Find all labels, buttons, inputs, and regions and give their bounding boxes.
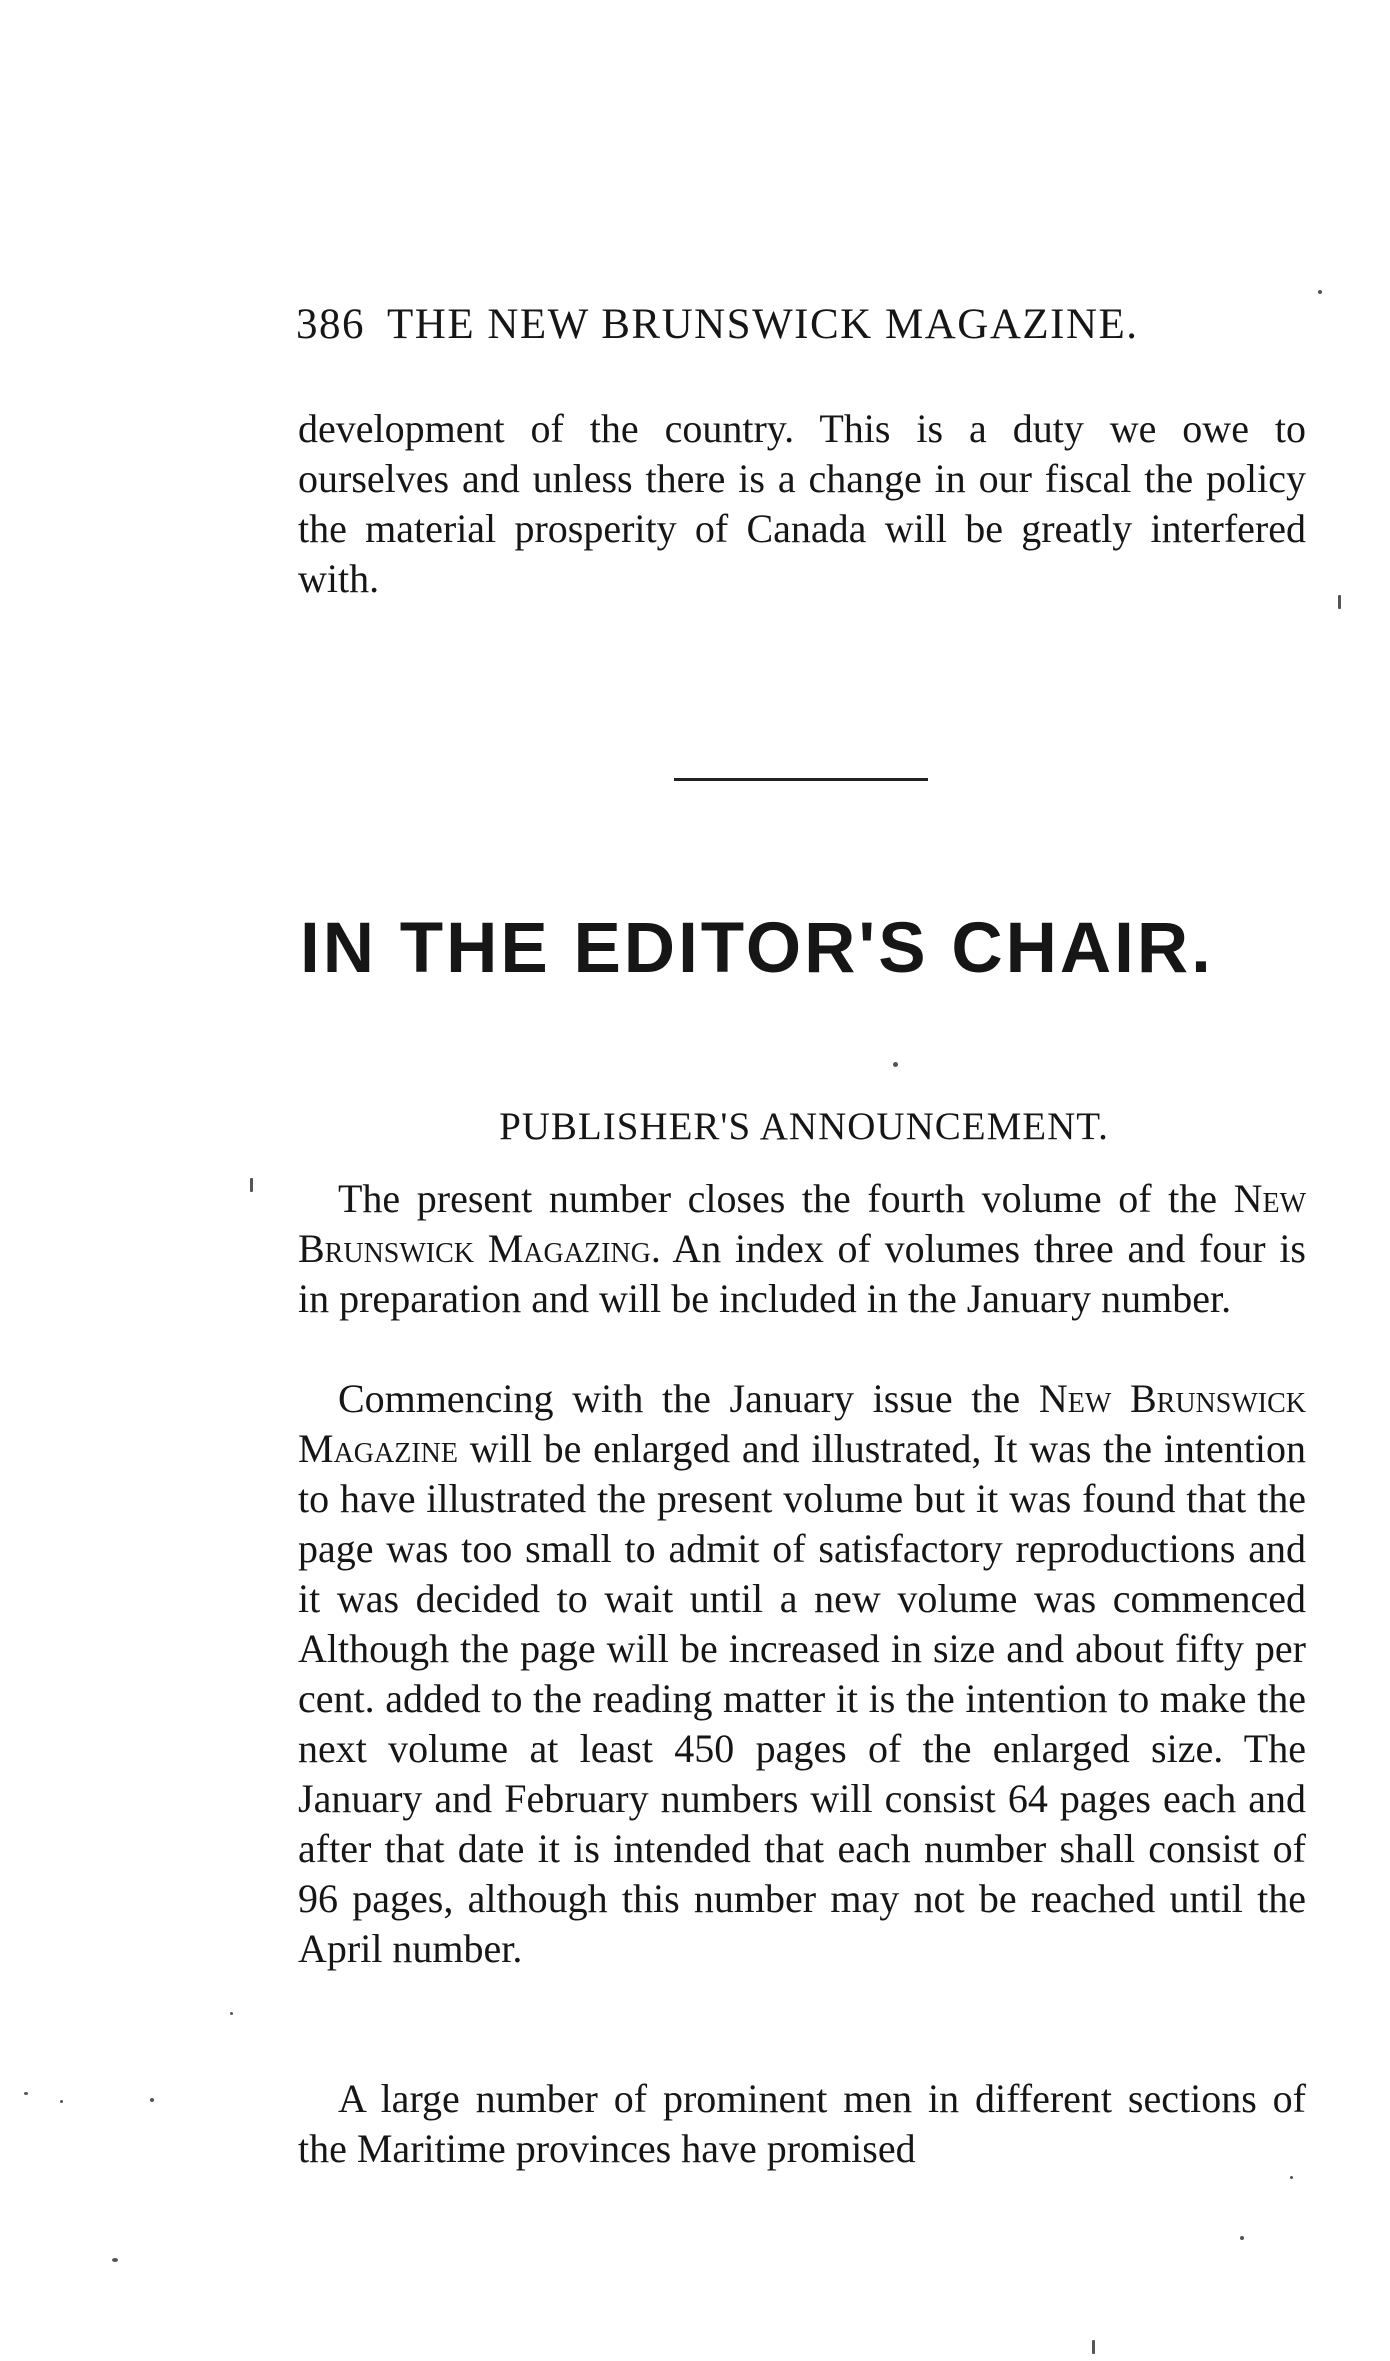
scan-speck: [1338, 595, 1341, 609]
scan-speck: [1240, 2236, 1244, 2240]
scan-speck: [1092, 2340, 1095, 2354]
magazine-name-small-caps: New Brunswick Magazine: [298, 1376, 1306, 1471]
announcement-paragraph-1: [298, 1174, 1306, 1324]
paragraph-2-rest: will be enlarged and illustrated, It was the intention to have illustrated the present volume but it was found that the page was too small to admit of satisfactory reproductions and it was decided to wait until a new volume was commenced Although the page will be increased in size and about fifty per cent. added to the reading matter it is the intention to make the next volume at least 450 pages of the enlarged size. The January and February numbers will consist 64 pages each and after that date it is intended that each number shall consist of 96 pages, although this number may not be reached until the April number.: [298, 1426, 1306, 1971]
scan-speck: [24, 2092, 28, 2095]
scan-speck: [60, 2100, 63, 2103]
scan-speck: [230, 2012, 233, 2015]
scan-speck: [1318, 290, 1322, 294]
magazine-title: THE NEW BRUNSWICK MAGAZINE.: [387, 301, 1139, 348]
paragraph-1-rest: An index of volumes three and four is in preparation and will be included in the January number.: [298, 1226, 1306, 1321]
publishers-announcement-heading: PUBLISHER'S ANNOUNCEMENT.: [499, 1105, 1109, 1148]
announcement-paragraph-3: A large number of prominent men in different sections of the Maritime provinces have promised: [298, 2076, 1306, 2171]
scan-speck: [112, 2258, 118, 2262]
scan-speck: [1290, 2176, 1293, 2179]
paragraph-2-lead: Commencing with the January issue the: [338, 1376, 1039, 1421]
magazine-name-small-caps: New Brunswick Magazing.: [298, 1176, 1306, 1271]
continued-paragraph: development of the country. This is a duty we owe to ourselves and unless there is a change in our fiscal the policy the material prosperity of Canada will be greatly interfered with.: [298, 406, 1306, 601]
section-divider: [674, 778, 928, 781]
announcement-paragraph-2: [298, 1374, 1306, 1974]
scan-speck: [150, 2098, 154, 2102]
editors-chair-heading: IN THE EDITOR'S CHAIR.: [300, 909, 1214, 988]
page-number: 386: [296, 301, 365, 348]
scan-speck: [250, 1178, 253, 1192]
running-head: [296, 300, 1296, 349]
scan-speck: [893, 1062, 898, 1067]
paragraph-1-lead: The present number closes the fourth volume of the: [338, 1176, 1234, 1221]
